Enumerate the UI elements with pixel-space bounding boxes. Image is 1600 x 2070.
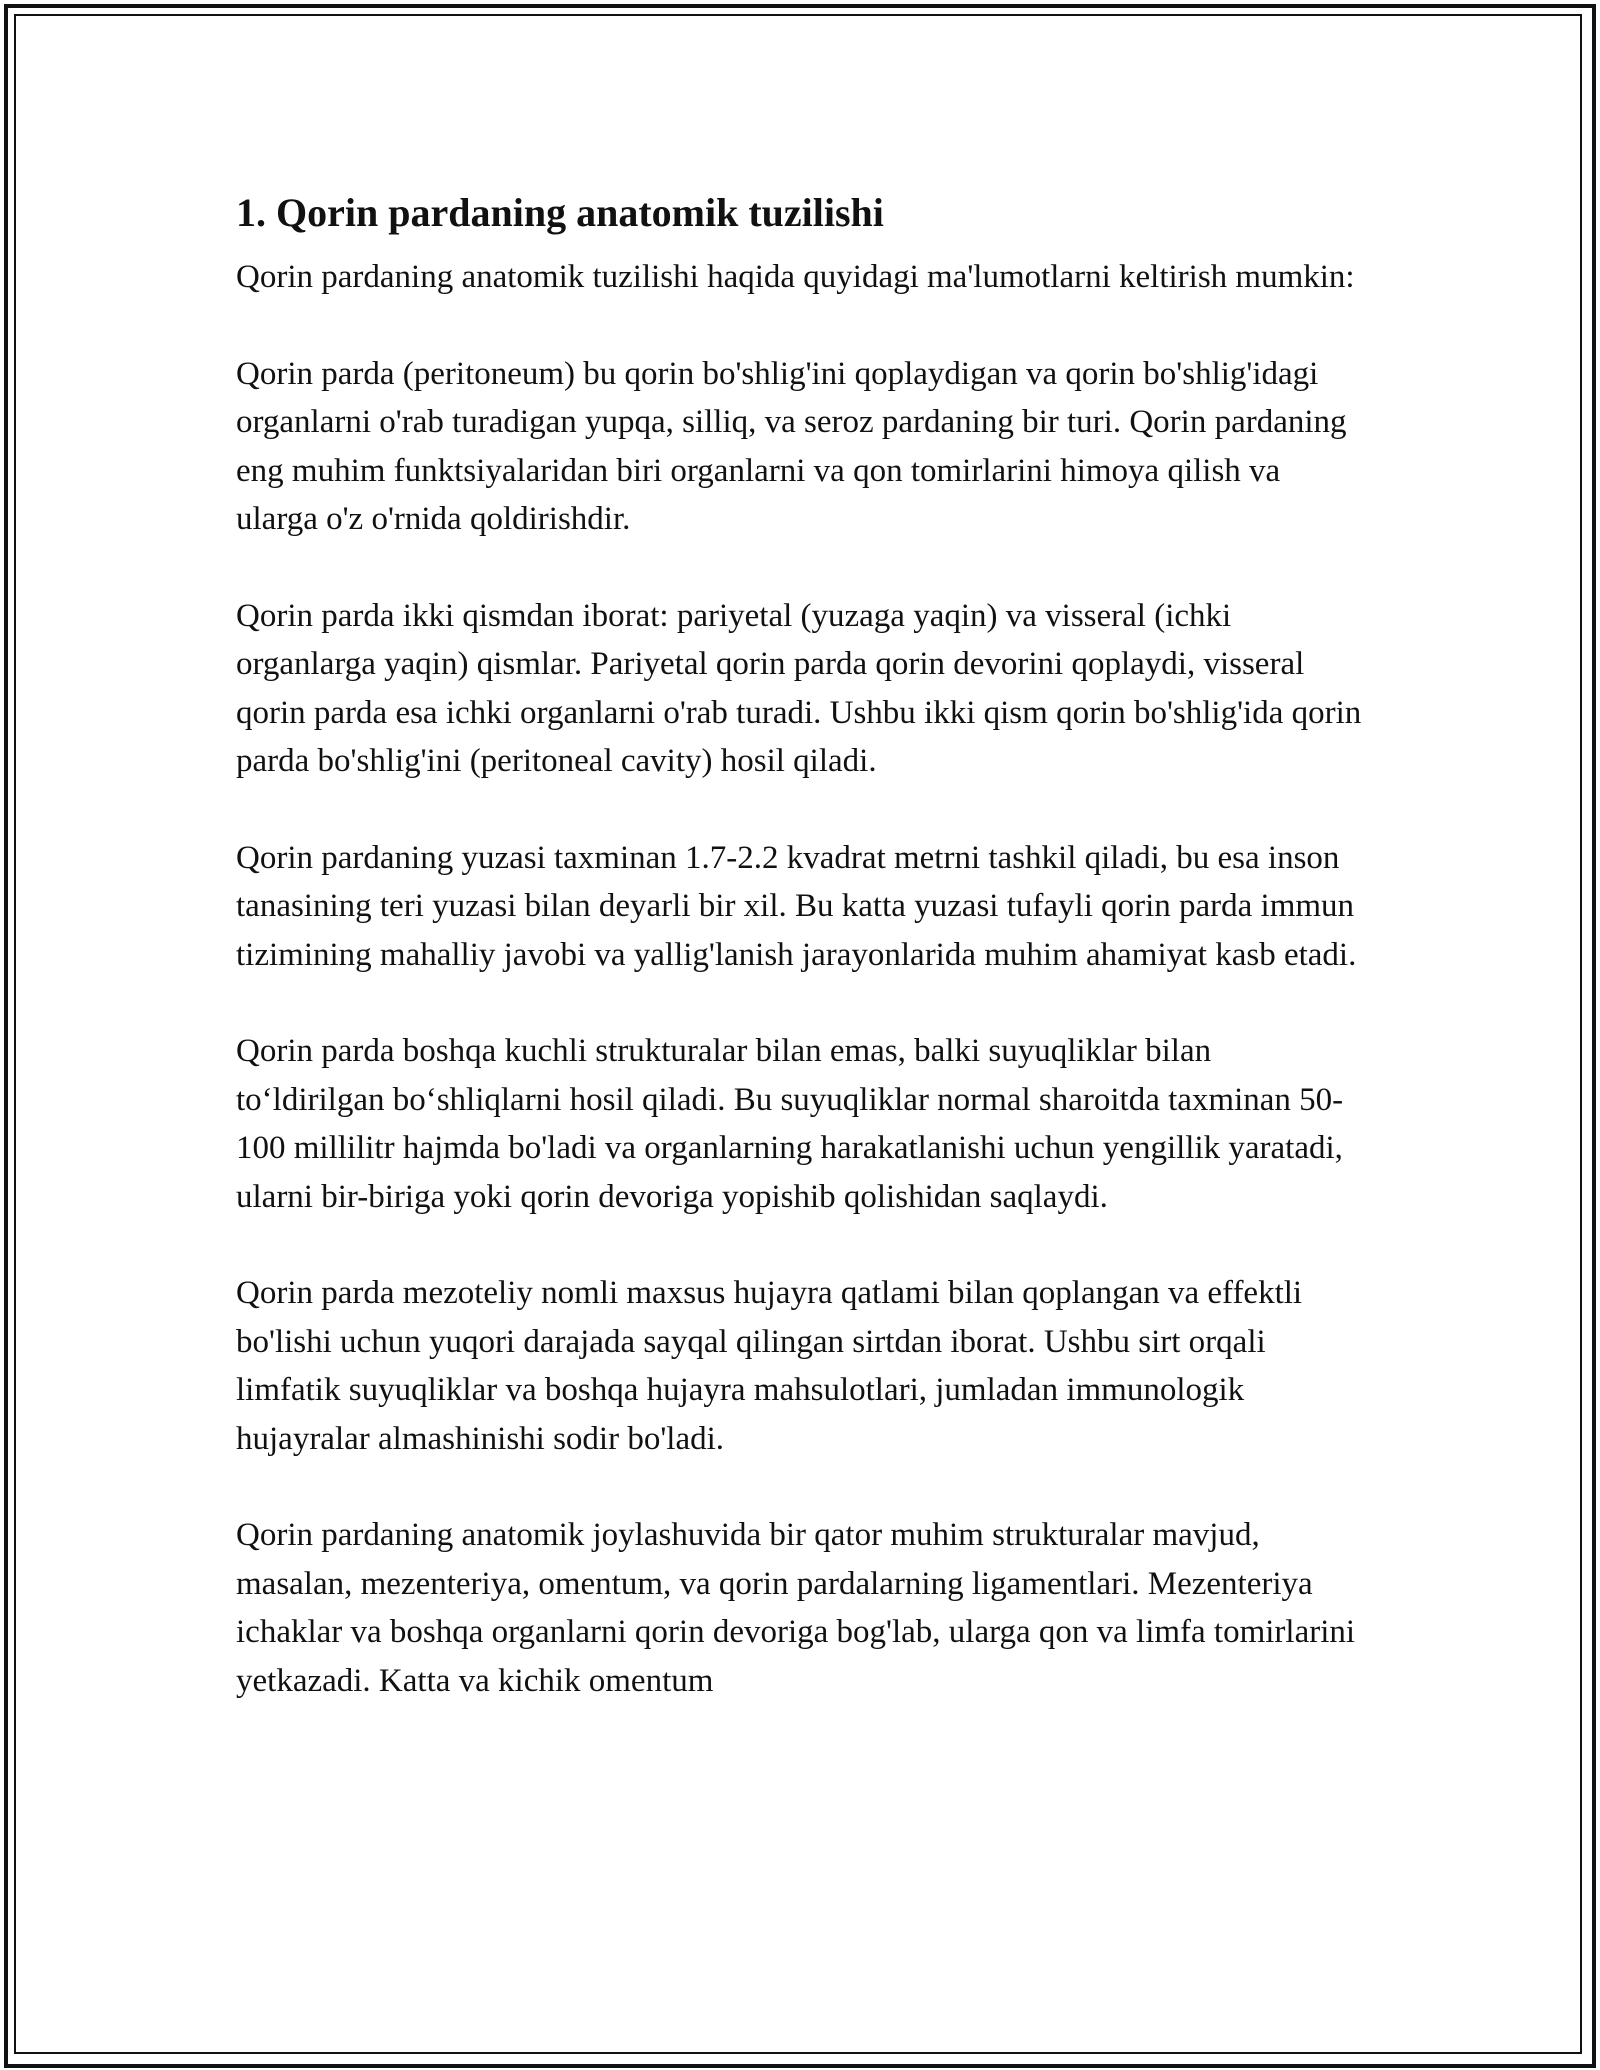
section-heading: 1. Qorin pardaning anatomik tuzilishi [236,190,884,235]
paragraph-mesothelium: Qorin parda mezoteliy nomli maxsus hujayra qatlami bilan qoplangan va effektli bo'lishi uchun yuqori darajada sayqal qilingan sirtdan iborat. Ushbu sirt orqali limfatik suyuqliklar va boshqa hujayra mahsulotlari, jumladan immunologik hujayralar almashinishi sodir bo'ladi. [236,1275,1303,1457]
paragraph-definition: Qorin parda (peritoneum) bu qorin bo'shlig'ini qoplaydigan va qorin bo'shlig'idagi organlarni o'rab turadigan yupqa, silliq, va seroz pardaning bir turi. Qorin pardaning eng muhim funktsiyalaridan biri organlarni va qon tomirlarini himoya qilish va ularga o'z o'rnida qoldirishdir. [236,355,1347,537]
document-body [236,185,1366,1753]
paragraph-parts: Qorin parda ikki qismdan iborat: pariyetal (yuzaga yaqin) va visseral (ichki organlarga yaqin) qismlar. Pariyetal qorin parda qorin devorini qoplaydi, visseral qorin parda esa ichki organlarni o'rab turadi. Ushbu ikki qism qorin bo'shlig'ida qorin parda bo'shlig'ini (peritoneal cavity) hosil qiladi. [236,597,1362,779]
paragraph-fluid: Qorin parda boshqa kuchli strukturalar bilan emas, balki suyuqliklar bilan to‘ldirilgan bo‘shliqlarni hosil qiladi. Bu suyuqliklar normal sharoitda taxminan 50-100 millilitr hajmda bo'ladi va organlarning harakatlanishi uchun yengillik yaratadi, ularni bir-biriga yoki qorin devoriga yopishib qolishidan saqlaydi. [236,1033,1344,1215]
paragraph-surface-area: Qorin pardaning yuzasi taxminan 1.7-2.2 kvadrat metrni tashkil qiladi, bu esa inson tanasining teri yuzasi bilan deyarli bir xil. Bu katta yuzasi tufayli qorin parda immun tizimining mahalliy javobi va yallig'lanish jarayonlarida muhim ahamiyat kasb etadi. [236,839,1357,973]
paragraph-structures: Qorin pardaning anatomik joylashuvida bir qator muhim strukturalar mavjud, masalan, mezenteriya, omentum, va qorin pardalarning ligamentlari. Mezenteriya ichaklar va boshqa organlarni qorin devoriga bog'lab, ularga qon va limfa tomirlarini yetkazadi. Katta va kichik omentum [236,1517,1356,1699]
paragraph-intro: Qorin pardaning anatomik tuzilishi haqida quyidagi ma'lumotlarni keltirish mumkin: [236,259,1355,295]
